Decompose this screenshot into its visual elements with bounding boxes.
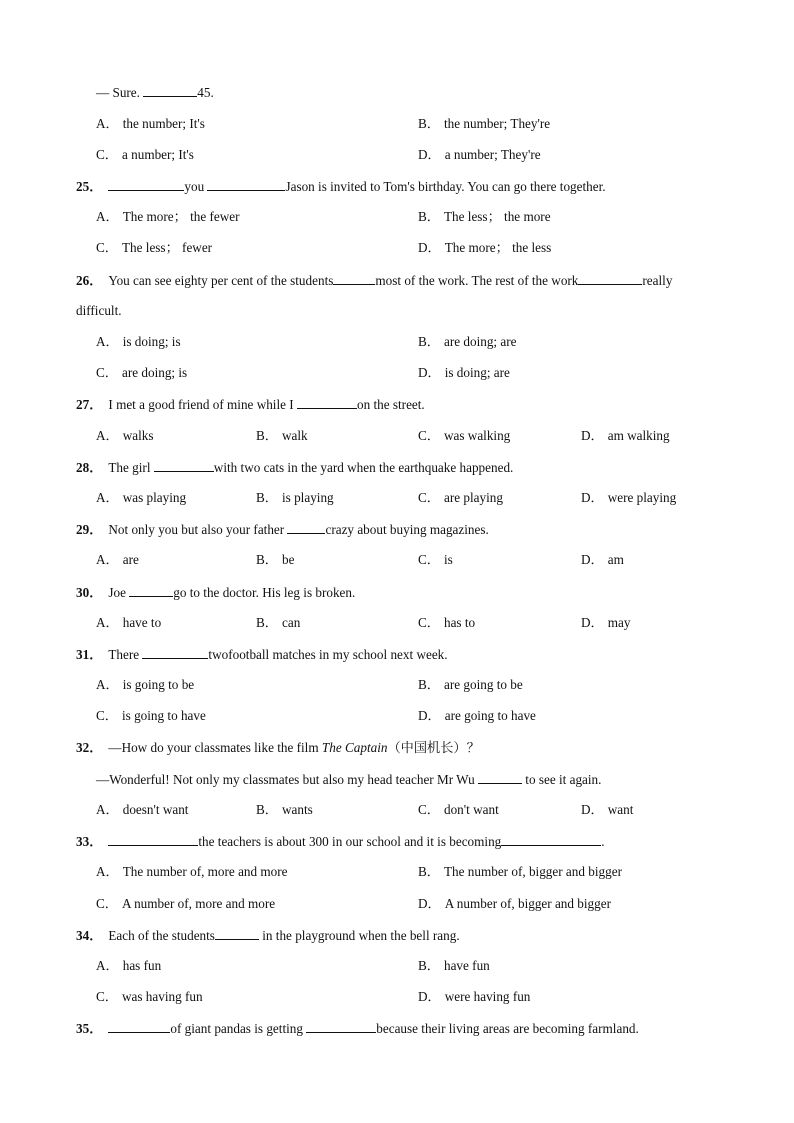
q28-stem: 28． The girl with two cats in the yard when the earthquake happened. xyxy=(76,460,514,475)
q27-option-d: D． am walking xyxy=(581,428,670,443)
q30-option-a: A． have to xyxy=(96,615,162,630)
q24-option-b: B． the number; They're xyxy=(418,116,551,131)
answer-blank xyxy=(154,459,214,472)
answer-blank xyxy=(306,1020,376,1033)
q34-stem: 34． Each of the students in the playground when the bell rang. xyxy=(76,928,460,943)
q26-stem: 26． You can see eighty per cent of the students most of the work. The rest of the work really xyxy=(76,273,673,288)
q33-option-d: D． A number of, bigger and bigger xyxy=(418,896,611,911)
answer-blank xyxy=(129,584,173,597)
q29-option-b: B． be xyxy=(256,552,295,567)
question-number: 32． xyxy=(76,740,103,755)
q34-option-b: B． have fun xyxy=(418,958,490,973)
answer-blank xyxy=(333,272,375,285)
q26-option-c: C． are doing; is xyxy=(96,365,188,380)
q29-option-a: A． are xyxy=(96,552,139,567)
q28-option-b: B． is playing xyxy=(256,490,334,505)
q26-option-a: A． is doing; is xyxy=(96,334,181,349)
q31-stem: 31． There twofootball matches in my school next week. xyxy=(76,647,448,662)
q33-option-a: A． The number of, more and more xyxy=(96,864,288,879)
question-number: 26． xyxy=(76,273,103,288)
question-number: 30． xyxy=(76,585,103,600)
q32-stem-line2: —Wonderful! Not only my classmates but also my head teacher Mr Wu to see it again. xyxy=(96,772,602,787)
q28-option-d: D． were playing xyxy=(581,490,677,505)
film-title: The Captain xyxy=(321,740,388,755)
q32-option-a: A． doesn't want xyxy=(96,802,189,817)
q28-option-c: C． are playing xyxy=(418,490,503,505)
q33-stem: 33． the teachers is about 300 in our school and it is becoming . xyxy=(76,834,605,849)
q34-option-d: D． were having fun xyxy=(418,989,531,1004)
answer-blank xyxy=(143,84,197,97)
q32-stem: 32． —How do your classmates like the film The Captain（中国机长）？ xyxy=(76,740,480,755)
question-number: 34． xyxy=(76,928,103,943)
q32-option-d: D． want xyxy=(581,802,634,817)
q24-stem xyxy=(96,84,214,101)
answer-blank xyxy=(142,646,208,659)
q27-stem: 27． I met a good friend of mine while I on the street. xyxy=(76,397,425,412)
q31-option-d: D． are going to have xyxy=(418,708,536,723)
answer-blank xyxy=(108,833,198,846)
q34-option-a: A． has fun xyxy=(96,958,162,973)
q34-option-c: C． was having fun xyxy=(96,989,203,1004)
q25-option-d: D． The more； the less xyxy=(418,240,552,255)
q24-dash-text: — Sure. xyxy=(96,85,140,100)
q33-option-c: C． A number of, more and more xyxy=(96,896,276,911)
q24-option-c: C． a number; It's xyxy=(96,147,194,162)
q31-option-c: C． is going to have xyxy=(96,708,206,723)
question-number: 29． xyxy=(76,522,103,537)
q25-option-c: C． The less； fewer xyxy=(96,240,213,255)
q35-stem: 35． of giant pandas is getting because their living areas are becoming farmland. xyxy=(76,1021,639,1036)
answer-blank xyxy=(478,771,522,784)
q27-option-a: A． walks xyxy=(96,428,154,443)
q28-option-a: A． was playing xyxy=(96,490,187,505)
q30-option-c: C． has to xyxy=(418,615,476,630)
q26-option-d: D． is doing; are xyxy=(418,365,510,380)
q25-option-b: B． The less； the more xyxy=(418,209,551,224)
q24-option-a: A． the number; It's xyxy=(96,116,205,131)
question-number: 25． xyxy=(76,179,103,194)
question-number: 28． xyxy=(76,460,103,475)
answer-blank xyxy=(108,178,184,191)
q32-option-c: C． don't want xyxy=(418,802,499,817)
q32-option-b: B． wants xyxy=(256,802,313,817)
q25-option-a: A． The more； the fewer xyxy=(96,209,240,224)
answer-blank xyxy=(207,178,285,191)
q29-stem: 29． Not only you but also your father crazy about buying magazines. xyxy=(76,522,489,537)
answer-blank xyxy=(578,272,642,285)
answer-blank xyxy=(501,833,601,846)
q26-stem-cont: difficult. xyxy=(76,303,122,318)
q31-option-a: A． is going to be xyxy=(96,677,195,692)
q30-option-b: B． can xyxy=(256,615,301,630)
answer-blank xyxy=(108,1020,170,1033)
q33-option-b: B． The number of, bigger and bigger xyxy=(418,864,622,879)
q27-option-b: B． walk xyxy=(256,428,308,443)
q26-option-b: B． are doing; are xyxy=(418,334,517,349)
question-number: 27． xyxy=(76,397,103,412)
q24-tail-text: 45. xyxy=(197,85,214,100)
q27-option-c: C． was walking xyxy=(418,428,511,443)
q29-option-d: D． am xyxy=(581,552,624,567)
q30-option-d: D． may xyxy=(581,615,631,630)
answer-blank xyxy=(215,927,259,940)
q30-stem: 30． Joe go to the doctor. His leg is broken. xyxy=(76,585,356,600)
question-number: 31． xyxy=(76,647,103,662)
question-number: 33． xyxy=(76,834,103,849)
q24-option-d: D． a number; They're xyxy=(418,147,541,162)
answer-blank xyxy=(297,396,357,409)
q31-option-b: B． are going to be xyxy=(418,677,523,692)
q25-stem: 25． you Jason is invited to Tom's birthday. You can go there together. xyxy=(76,179,606,194)
question-number: 35． xyxy=(76,1021,103,1036)
q29-option-c: C． is xyxy=(418,552,453,567)
answer-blank xyxy=(287,521,325,534)
